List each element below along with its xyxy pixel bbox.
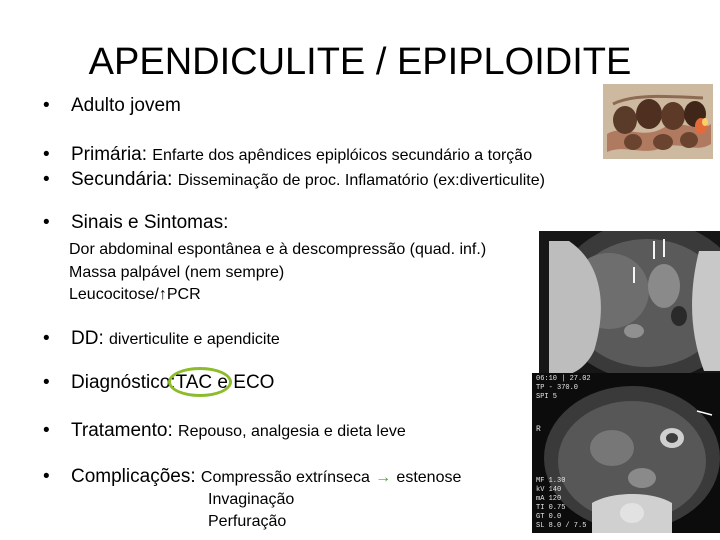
bullet-marker: • [43, 328, 50, 349]
bullet-text: Compressão extrínseca [200, 469, 370, 486]
ct-overlay-line: MF 1.30 [536, 477, 566, 485]
ct-overlay-line: SPI 5 [536, 393, 558, 401]
bullet-text: Repouso, analgesia e dieta leve [178, 423, 406, 440]
bullet-sinais [43, 212, 228, 234]
ct-overlay-line: TP - 370.0 [536, 384, 579, 392]
ct-overlay-line: 06:10 | 27.02 [536, 375, 591, 383]
bullet-label: Secundária: [71, 169, 173, 190]
bullet-label: Complicações: [71, 466, 196, 487]
bullet-marker: • [43, 420, 50, 441]
ct-scan-image-lower [532, 373, 720, 533]
bullet-text: Diagnóstico:TAC e ECO [71, 372, 275, 393]
bullet-dd [43, 328, 280, 351]
bullet-text: diverticulite e apendicite [109, 331, 280, 348]
ct-overlay-line: mA 120 [536, 495, 562, 503]
bullet-text: Enfarte dos apêndices epiplóicos secundário a torção [152, 147, 533, 164]
bullet-diagnostico [43, 372, 274, 394]
bullet-marker: • [43, 169, 50, 190]
bullet-complicacoes [43, 466, 461, 489]
bullet-text: Disseminação de proc. Inflamatório (ex:diverticulite) [177, 172, 545, 189]
bullet-marker: • [43, 372, 50, 393]
bullet-text: estenose [396, 469, 462, 486]
bullet-marker: • [43, 144, 50, 165]
complicacoes-item: Perfuração [208, 513, 287, 530]
epiploic-appendages-illustration [603, 84, 713, 159]
ct-overlay-line: kV 140 [536, 486, 562, 494]
ct-overlay-line: TI 0.75 [536, 504, 566, 512]
bullet-primaria [43, 144, 532, 167]
bullet-label: Primária: [71, 144, 148, 165]
tac-highlight-circle [168, 367, 232, 397]
arrow-right-icon: → [375, 469, 392, 486]
bullet-text: Sinais e Sintomas: [71, 212, 229, 233]
bullet-adulto [43, 95, 181, 117]
ct-overlay-line: GT 0.0 [536, 513, 562, 521]
bullet-text: Adulto jovem [71, 95, 181, 116]
ct-scan-image-upper [539, 231, 720, 376]
bullet-secundaria [43, 169, 545, 192]
bullet-label: Tratamento: [71, 420, 173, 441]
bullet-label: DD: [71, 328, 104, 349]
bullet-tratamento [43, 420, 406, 443]
bullet-marker: • [43, 95, 50, 116]
bullet-marker: • [43, 466, 50, 487]
sinais-item: Massa palpável (nem sempre) [69, 264, 285, 281]
ct-overlay-line: SL 8.0 / 7.5 [536, 522, 587, 530]
sinais-item: Dor abdominal espontânea e à descompressão (quad. inf.) [69, 241, 487, 258]
bullet-marker: • [43, 212, 50, 233]
slide-title: APENDICULITE / EPIPLOIDITE [88, 41, 632, 83]
sinais-item: Leucocitose/↑PCR [69, 286, 201, 303]
complicacoes-item: Invaginação [208, 491, 295, 508]
ct-orientation-label: R [536, 425, 541, 434]
